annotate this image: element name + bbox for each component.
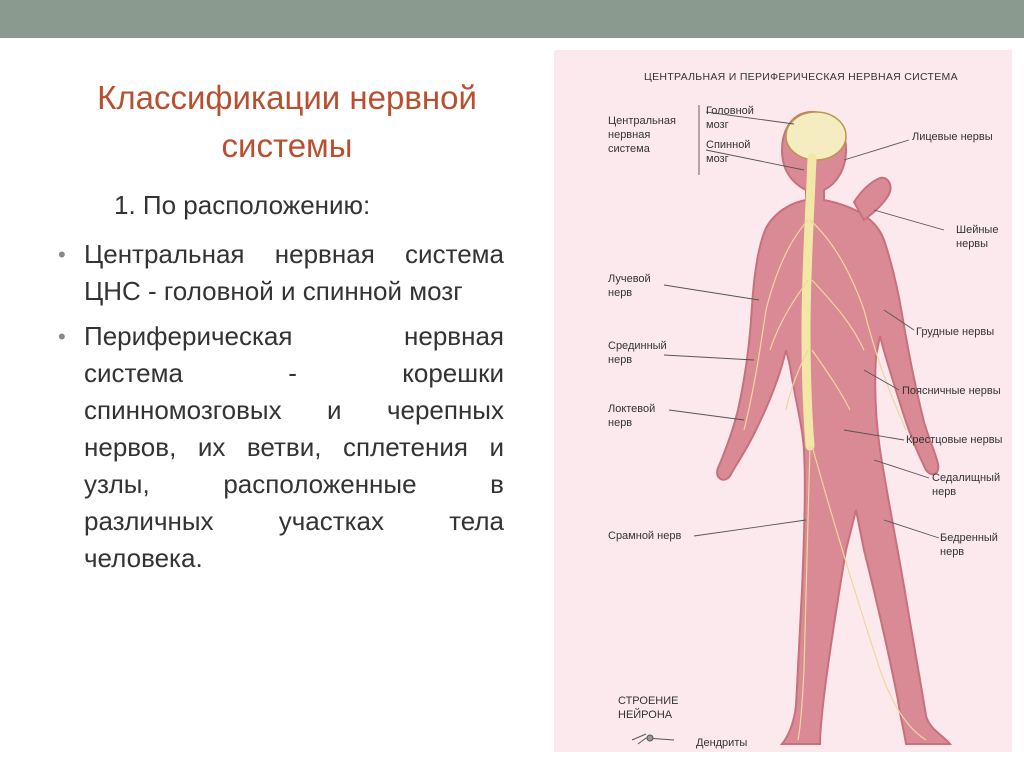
label-neuron-1: СТРОЕНИЕ [618, 695, 679, 707]
label-cns-3: система [608, 143, 650, 155]
label-cervical-1: Шейные [956, 224, 999, 236]
label-femoral-1: Бедренный [940, 532, 998, 544]
label-cns-1: Центральная [608, 115, 676, 127]
neuron-icon [632, 734, 674, 744]
label-cns-2: нервная [608, 129, 651, 141]
label-spinal-1: Спинной [706, 139, 751, 151]
bullet-list [58, 236, 504, 585]
title-line-2: системы [221, 127, 353, 164]
bullet-dot-icon: • [58, 242, 66, 267]
nervous-system-diagram [554, 50, 1012, 752]
label-spinal-2: мозг [706, 153, 729, 165]
top-bar [0, 0, 1024, 38]
label-lumbar: Поясничные нервы [902, 385, 1001, 397]
brain-icon [786, 112, 846, 160]
figure-title: ЦЕНТРАЛЬНАЯ И ПЕРИФЕРИЧЕСКАЯ НЕРВНАЯ СИСТЕМА [644, 71, 958, 83]
label-dendrites: Дендриты [696, 737, 748, 749]
bullet-item-cns [58, 236, 504, 310]
label-pudendal: Срамной нерв [608, 530, 682, 542]
label-median-1: Срединный [608, 340, 667, 352]
label-cervical-2: нервы [956, 238, 989, 250]
slide-title [52, 74, 522, 170]
label-facial: Лицевые нервы [912, 131, 993, 143]
bullet-text: Центральная нервная система ЦНС - головной и спинной мозг [84, 239, 504, 306]
subheading: 1. По расположению: [114, 190, 371, 220]
label-brain-1: Головной [706, 105, 754, 117]
label-sciatic-2: нерв [932, 486, 957, 498]
label-radial-2: нерв [608, 287, 633, 299]
label-sacral: Крестцовые нервы [906, 434, 1003, 446]
label-radial-1: Лучевой [608, 273, 651, 285]
body-silhouette [717, 112, 950, 744]
label-femoral-2: нерв [940, 546, 965, 558]
label-median-2: нерв [608, 354, 633, 366]
bullet-dot-icon: • [58, 324, 66, 349]
bullet-text: Периферическая нервная система - корешки спинномозговых и черепных нервов, их ветви, сплетения и узлы, расположенные в различных участках тела человека. [84, 321, 504, 573]
bullet-item-pns [58, 318, 504, 577]
nervous-system-figure [554, 50, 1012, 752]
title-line-1: Классификации нервной [97, 79, 477, 116]
label-ulnar-2: нерв [608, 417, 633, 429]
label-sciatic-1: Седалищный [932, 472, 1001, 484]
label-brain-2: мозг [706, 119, 729, 131]
label-thoracic: Грудные нервы [916, 326, 995, 338]
label-ulnar-1: Локтевой [608, 403, 656, 415]
label-neuron-2: НЕЙРОНА [618, 709, 673, 721]
